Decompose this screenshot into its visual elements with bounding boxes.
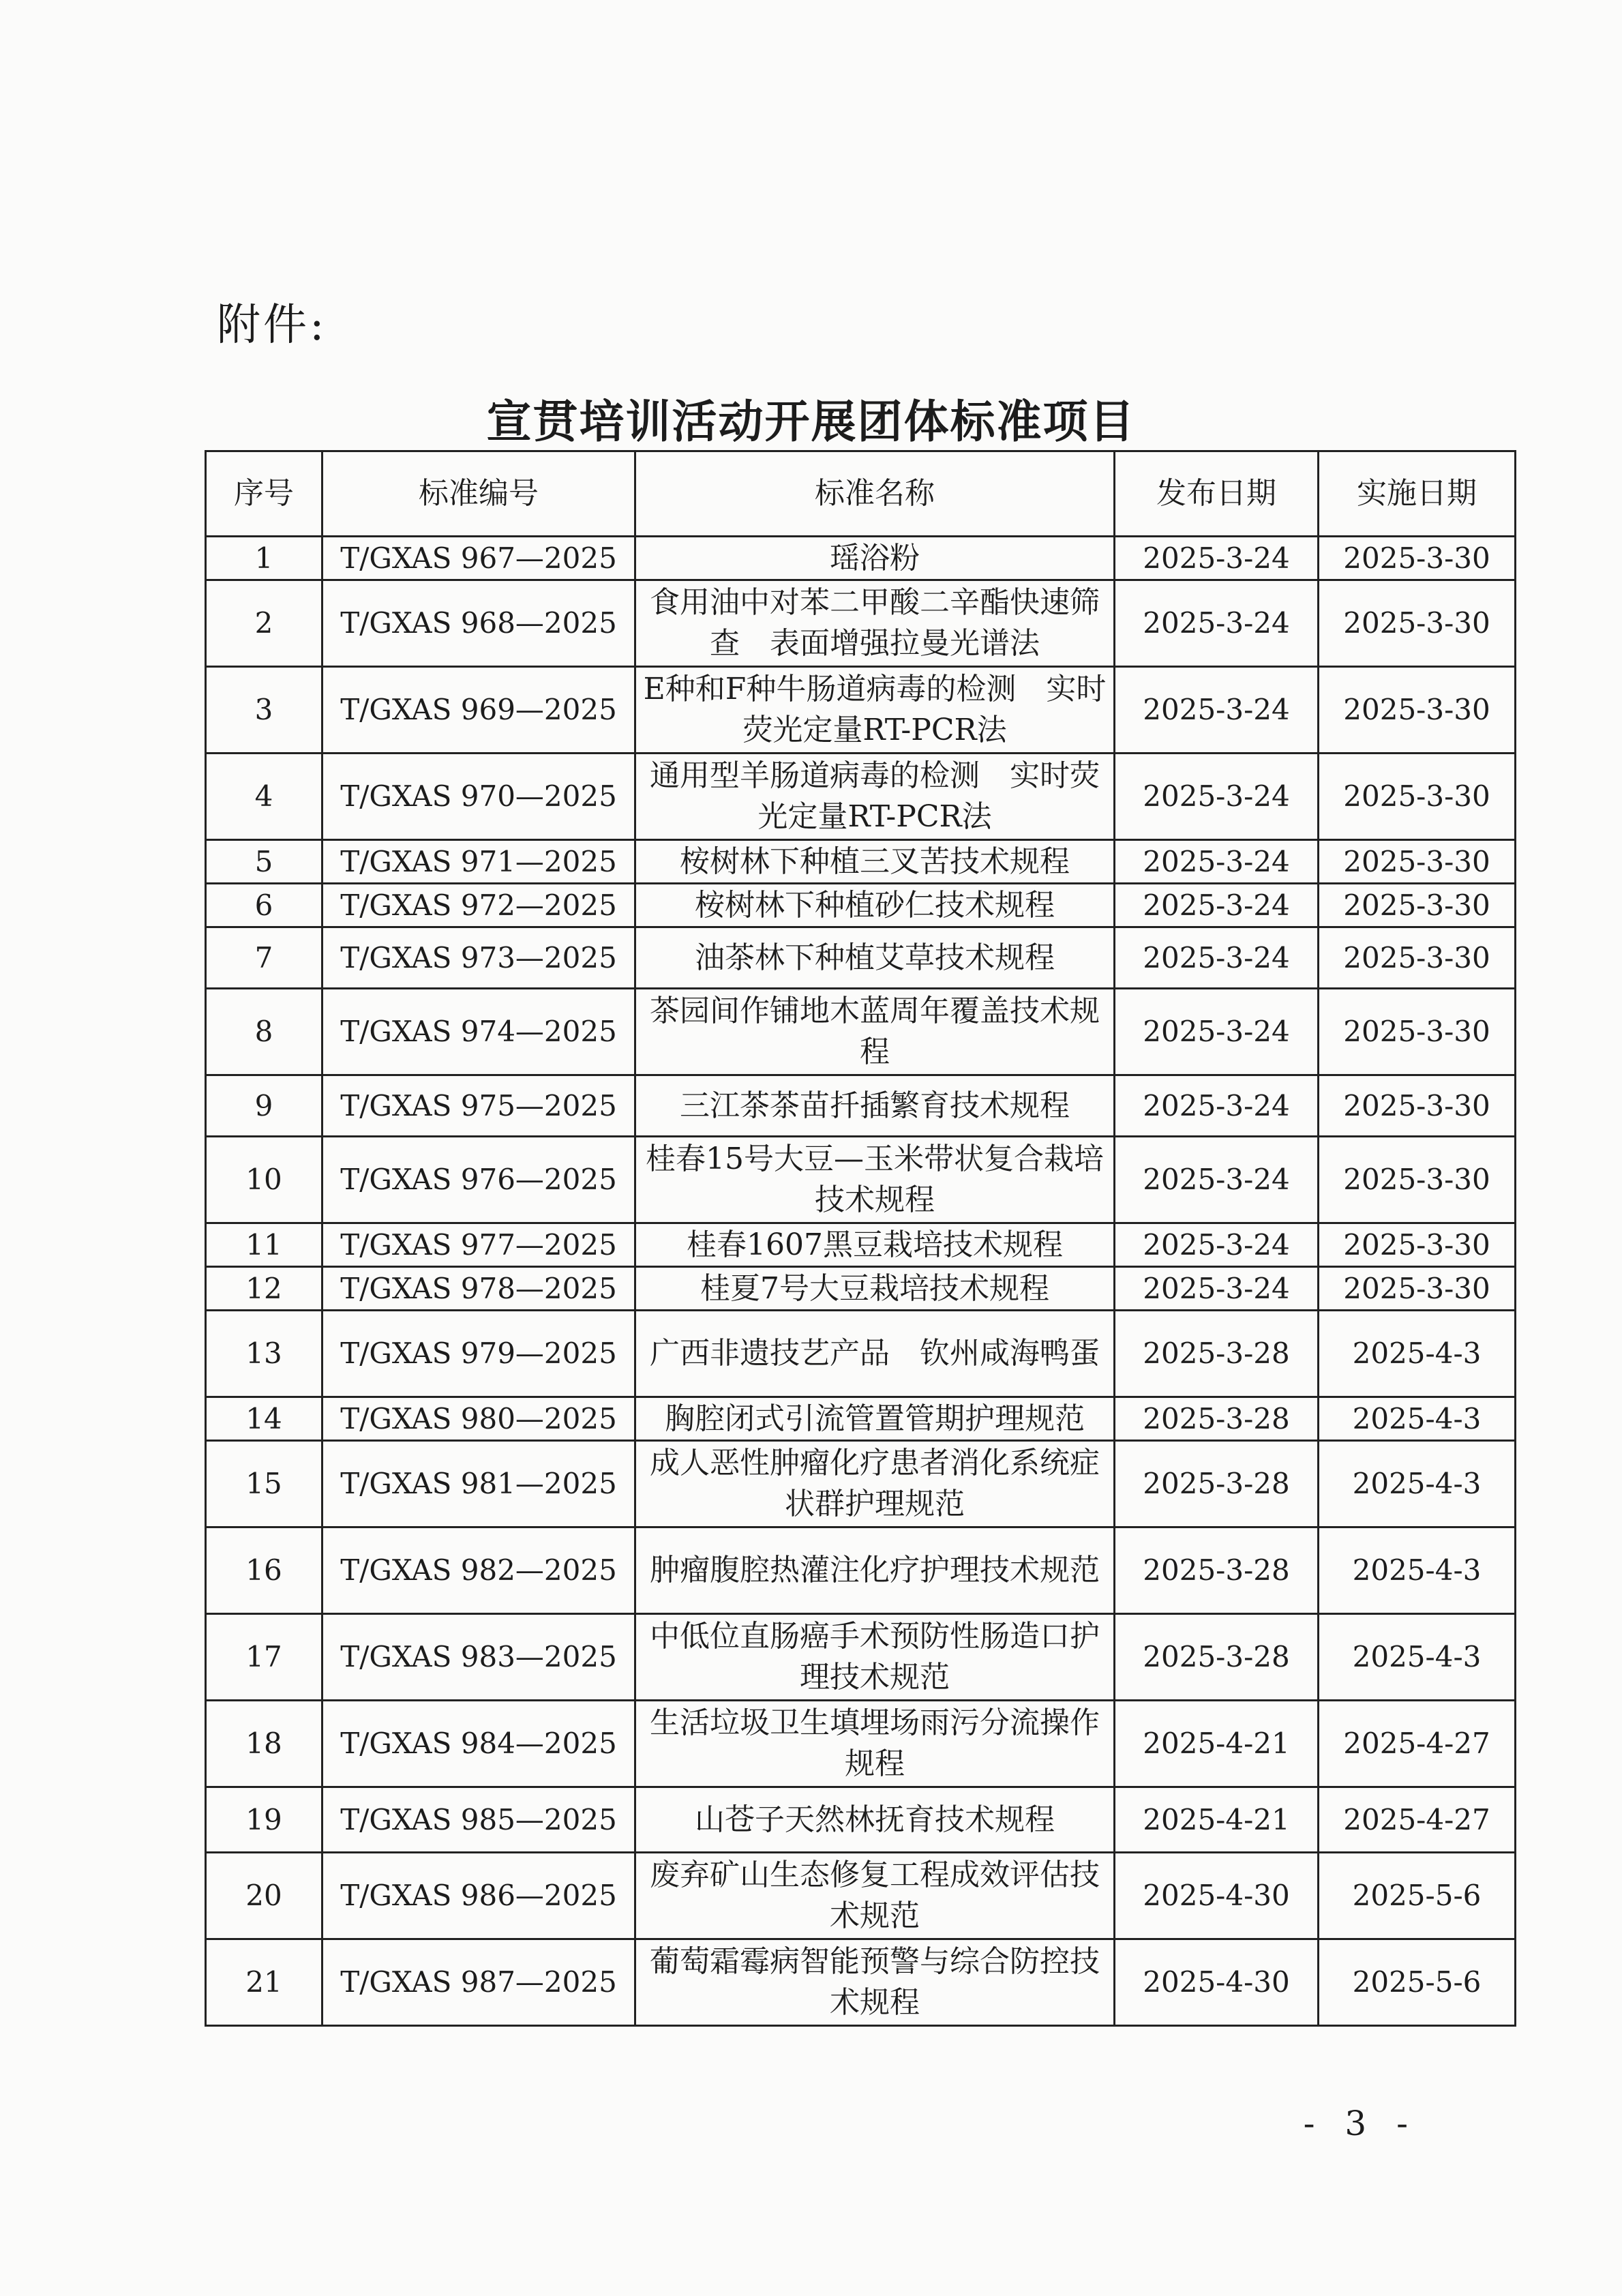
table-row (206, 1137, 1516, 1223)
cell-implement-date: 2025-4-27 (1319, 1787, 1516, 1853)
cell-no: 3 (206, 667, 322, 754)
cell-name: 通用型羊肠道病毒的检测 实时荧光定量RT-PCR法 (635, 754, 1115, 840)
cell-code: T/GXAS 974—2025 (322, 989, 635, 1075)
cell-no: 17 (206, 1614, 322, 1701)
cell-publish-date: 2025-4-21 (1115, 1701, 1319, 1787)
table-row (206, 1311, 1516, 1397)
cell-code: T/GXAS 983—2025 (322, 1614, 635, 1701)
cell-no: 4 (206, 754, 322, 840)
cell-publish-date: 2025-3-24 (1115, 840, 1319, 884)
cell-publish-date: 2025-3-28 (1115, 1311, 1319, 1397)
cell-no: 15 (206, 1441, 322, 1527)
cell-publish-date: 2025-3-24 (1115, 1223, 1319, 1267)
cell-no: 11 (206, 1223, 322, 1267)
cell-no: 12 (206, 1267, 322, 1311)
cell-no: 13 (206, 1311, 322, 1397)
cell-code: T/GXAS 976—2025 (322, 1137, 635, 1223)
cell-implement-date: 2025-3-30 (1319, 1223, 1516, 1267)
cell-code: T/GXAS 985—2025 (322, 1787, 635, 1853)
cell-name: 三江茶茶苗扦插繁育技术规程 (635, 1075, 1115, 1137)
cell-publish-date: 2025-4-21 (1115, 1787, 1319, 1853)
cell-code: T/GXAS 970—2025 (322, 754, 635, 840)
cell-no: 1 (206, 537, 322, 580)
cell-implement-date: 2025-3-30 (1319, 1075, 1516, 1137)
cell-code: T/GXAS 982—2025 (322, 1527, 635, 1614)
cell-code: T/GXAS 981—2025 (322, 1441, 635, 1527)
cell-name: 广西非遗技艺产品 钦州咸海鸭蛋 (635, 1311, 1115, 1397)
table-row (206, 989, 1516, 1075)
cell-publish-date: 2025-3-24 (1115, 1267, 1319, 1311)
cell-no: 2 (206, 580, 322, 667)
cell-name: 成人恶性肿瘤化疗患者消化系统症状群护理规范 (635, 1441, 1115, 1527)
cell-implement-date: 2025-5-6 (1319, 1939, 1516, 2026)
cell-no: 16 (206, 1527, 322, 1614)
cell-name: 胸腔闭式引流管置管期护理规范 (635, 1397, 1115, 1441)
cell-implement-date: 2025-3-30 (1319, 754, 1516, 840)
cell-code: T/GXAS 984—2025 (322, 1701, 635, 1787)
header-implement-date: 实施日期 (1319, 451, 1516, 537)
cell-name: 山苍子天然林抚育技术规程 (635, 1787, 1115, 1853)
table-row (206, 1075, 1516, 1137)
table-row (206, 1223, 1516, 1267)
cell-publish-date: 2025-3-28 (1115, 1441, 1319, 1527)
cell-publish-date: 2025-3-24 (1115, 1137, 1319, 1223)
table-row (206, 1397, 1516, 1441)
cell-publish-date: 2025-3-24 (1115, 537, 1319, 580)
table-row (206, 1527, 1516, 1614)
table-row (206, 1441, 1516, 1527)
table-row (206, 884, 1516, 927)
cell-implement-date: 2025-3-30 (1319, 989, 1516, 1075)
cell-implement-date: 2025-4-3 (1319, 1614, 1516, 1701)
table-row (206, 1939, 1516, 2026)
cell-code: T/GXAS 971—2025 (322, 840, 635, 884)
cell-code: T/GXAS 980—2025 (322, 1397, 635, 1441)
cell-publish-date: 2025-3-24 (1115, 1075, 1319, 1137)
standards-table (205, 450, 1516, 2027)
cell-code: T/GXAS 975—2025 (322, 1075, 635, 1137)
cell-publish-date: 2025-3-28 (1115, 1397, 1319, 1441)
cell-name: 桂春15号大豆—玉米带状复合栽培技术规程 (635, 1137, 1115, 1223)
page-number: - 3 - (1303, 2104, 1417, 2143)
cell-implement-date: 2025-3-30 (1319, 667, 1516, 754)
cell-implement-date: 2025-4-3 (1319, 1527, 1516, 1614)
table-row (206, 840, 1516, 884)
cell-publish-date: 2025-4-30 (1115, 1939, 1319, 2026)
cell-no: 10 (206, 1137, 322, 1223)
cell-no: 9 (206, 1075, 322, 1137)
cell-code: T/GXAS 987—2025 (322, 1939, 635, 2026)
cell-code: T/GXAS 968—2025 (322, 580, 635, 667)
cell-implement-date: 2025-3-30 (1319, 580, 1516, 667)
cell-name: 茶园间作铺地木蓝周年覆盖技术规程 (635, 989, 1115, 1075)
attachment-label: 附件: (217, 300, 327, 351)
header-no: 序号 (206, 451, 322, 537)
cell-code: T/GXAS 978—2025 (322, 1267, 635, 1311)
cell-implement-date: 2025-4-3 (1319, 1441, 1516, 1527)
header-code: 标准编号 (322, 451, 635, 537)
cell-code: T/GXAS 969—2025 (322, 667, 635, 754)
table-row (206, 1787, 1516, 1853)
table-row (206, 927, 1516, 989)
header-name: 标准名称 (635, 451, 1115, 537)
cell-no: 19 (206, 1787, 322, 1853)
cell-implement-date: 2025-5-6 (1319, 1853, 1516, 1939)
table-header-row (206, 451, 1516, 537)
cell-publish-date: 2025-3-28 (1115, 1614, 1319, 1701)
cell-code: T/GXAS 973—2025 (322, 927, 635, 989)
cell-name: 中低位直肠癌手术预防性肠造口护理技术规范 (635, 1614, 1115, 1701)
cell-code: T/GXAS 977—2025 (322, 1223, 635, 1267)
table-row (206, 580, 1516, 667)
cell-implement-date: 2025-3-30 (1319, 537, 1516, 580)
cell-publish-date: 2025-3-24 (1115, 667, 1319, 754)
cell-implement-date: 2025-3-30 (1319, 1137, 1516, 1223)
cell-name: 肿瘤腹腔热灌注化疗护理技术规范 (635, 1527, 1115, 1614)
cell-no: 18 (206, 1701, 322, 1787)
cell-no: 8 (206, 989, 322, 1075)
cell-name: 桂春1607黑豆栽培技术规程 (635, 1223, 1115, 1267)
cell-no: 20 (206, 1853, 322, 1939)
cell-publish-date: 2025-4-30 (1115, 1853, 1319, 1939)
cell-implement-date: 2025-3-30 (1319, 927, 1516, 989)
cell-implement-date: 2025-4-27 (1319, 1701, 1516, 1787)
table-row (206, 1614, 1516, 1701)
cell-name: 瑶浴粉 (635, 537, 1115, 580)
cell-name: 油茶林下种植艾草技术规程 (635, 927, 1115, 989)
cell-implement-date: 2025-3-30 (1319, 1267, 1516, 1311)
cell-implement-date: 2025-3-30 (1319, 840, 1516, 884)
cell-publish-date: 2025-3-24 (1115, 989, 1319, 1075)
cell-publish-date: 2025-3-28 (1115, 1527, 1319, 1614)
cell-publish-date: 2025-3-24 (1115, 580, 1319, 667)
cell-no: 5 (206, 840, 322, 884)
cell-code: T/GXAS 967—2025 (322, 537, 635, 580)
cell-publish-date: 2025-3-24 (1115, 754, 1319, 840)
cell-name: 食用油中对苯二甲酸二辛酯快速筛查 表面增强拉曼光谱法 (635, 580, 1115, 667)
cell-name: 桂夏7号大豆栽培技术规程 (635, 1267, 1115, 1311)
cell-implement-date: 2025-3-30 (1319, 884, 1516, 927)
cell-name: 葡萄霜霉病智能预警与综合防控技术规程 (635, 1939, 1115, 2026)
cell-name: 废弃矿山生态修复工程成效评估技术规范 (635, 1853, 1115, 1939)
document-title: 宣贯培训活动开展团体标准项目 (486, 395, 1136, 448)
table-row (206, 667, 1516, 754)
cell-publish-date: 2025-3-24 (1115, 884, 1319, 927)
table-row (206, 1701, 1516, 1787)
cell-no: 21 (206, 1939, 322, 2026)
cell-implement-date: 2025-4-3 (1319, 1311, 1516, 1397)
cell-implement-date: 2025-4-3 (1319, 1397, 1516, 1441)
cell-name: 生活垃圾卫生填埋场雨污分流操作规程 (635, 1701, 1115, 1787)
cell-code: T/GXAS 979—2025 (322, 1311, 635, 1397)
cell-no: 14 (206, 1397, 322, 1441)
table-row (206, 1267, 1516, 1311)
header-publish-date: 发布日期 (1115, 451, 1319, 537)
cell-name: 桉树林下种植砂仁技术规程 (635, 884, 1115, 927)
cell-publish-date: 2025-3-24 (1115, 927, 1319, 989)
cell-no: 6 (206, 884, 322, 927)
cell-code: T/GXAS 972—2025 (322, 884, 635, 927)
table-row (206, 1853, 1516, 1939)
cell-name: E种和F种牛肠道病毒的检测 实时荧光定量RT-PCR法 (635, 667, 1115, 754)
cell-no: 7 (206, 927, 322, 989)
table-row (206, 754, 1516, 840)
cell-code: T/GXAS 986—2025 (322, 1853, 635, 1939)
cell-name: 桉树林下种植三叉苦技术规程 (635, 840, 1115, 884)
table-row (206, 537, 1516, 580)
